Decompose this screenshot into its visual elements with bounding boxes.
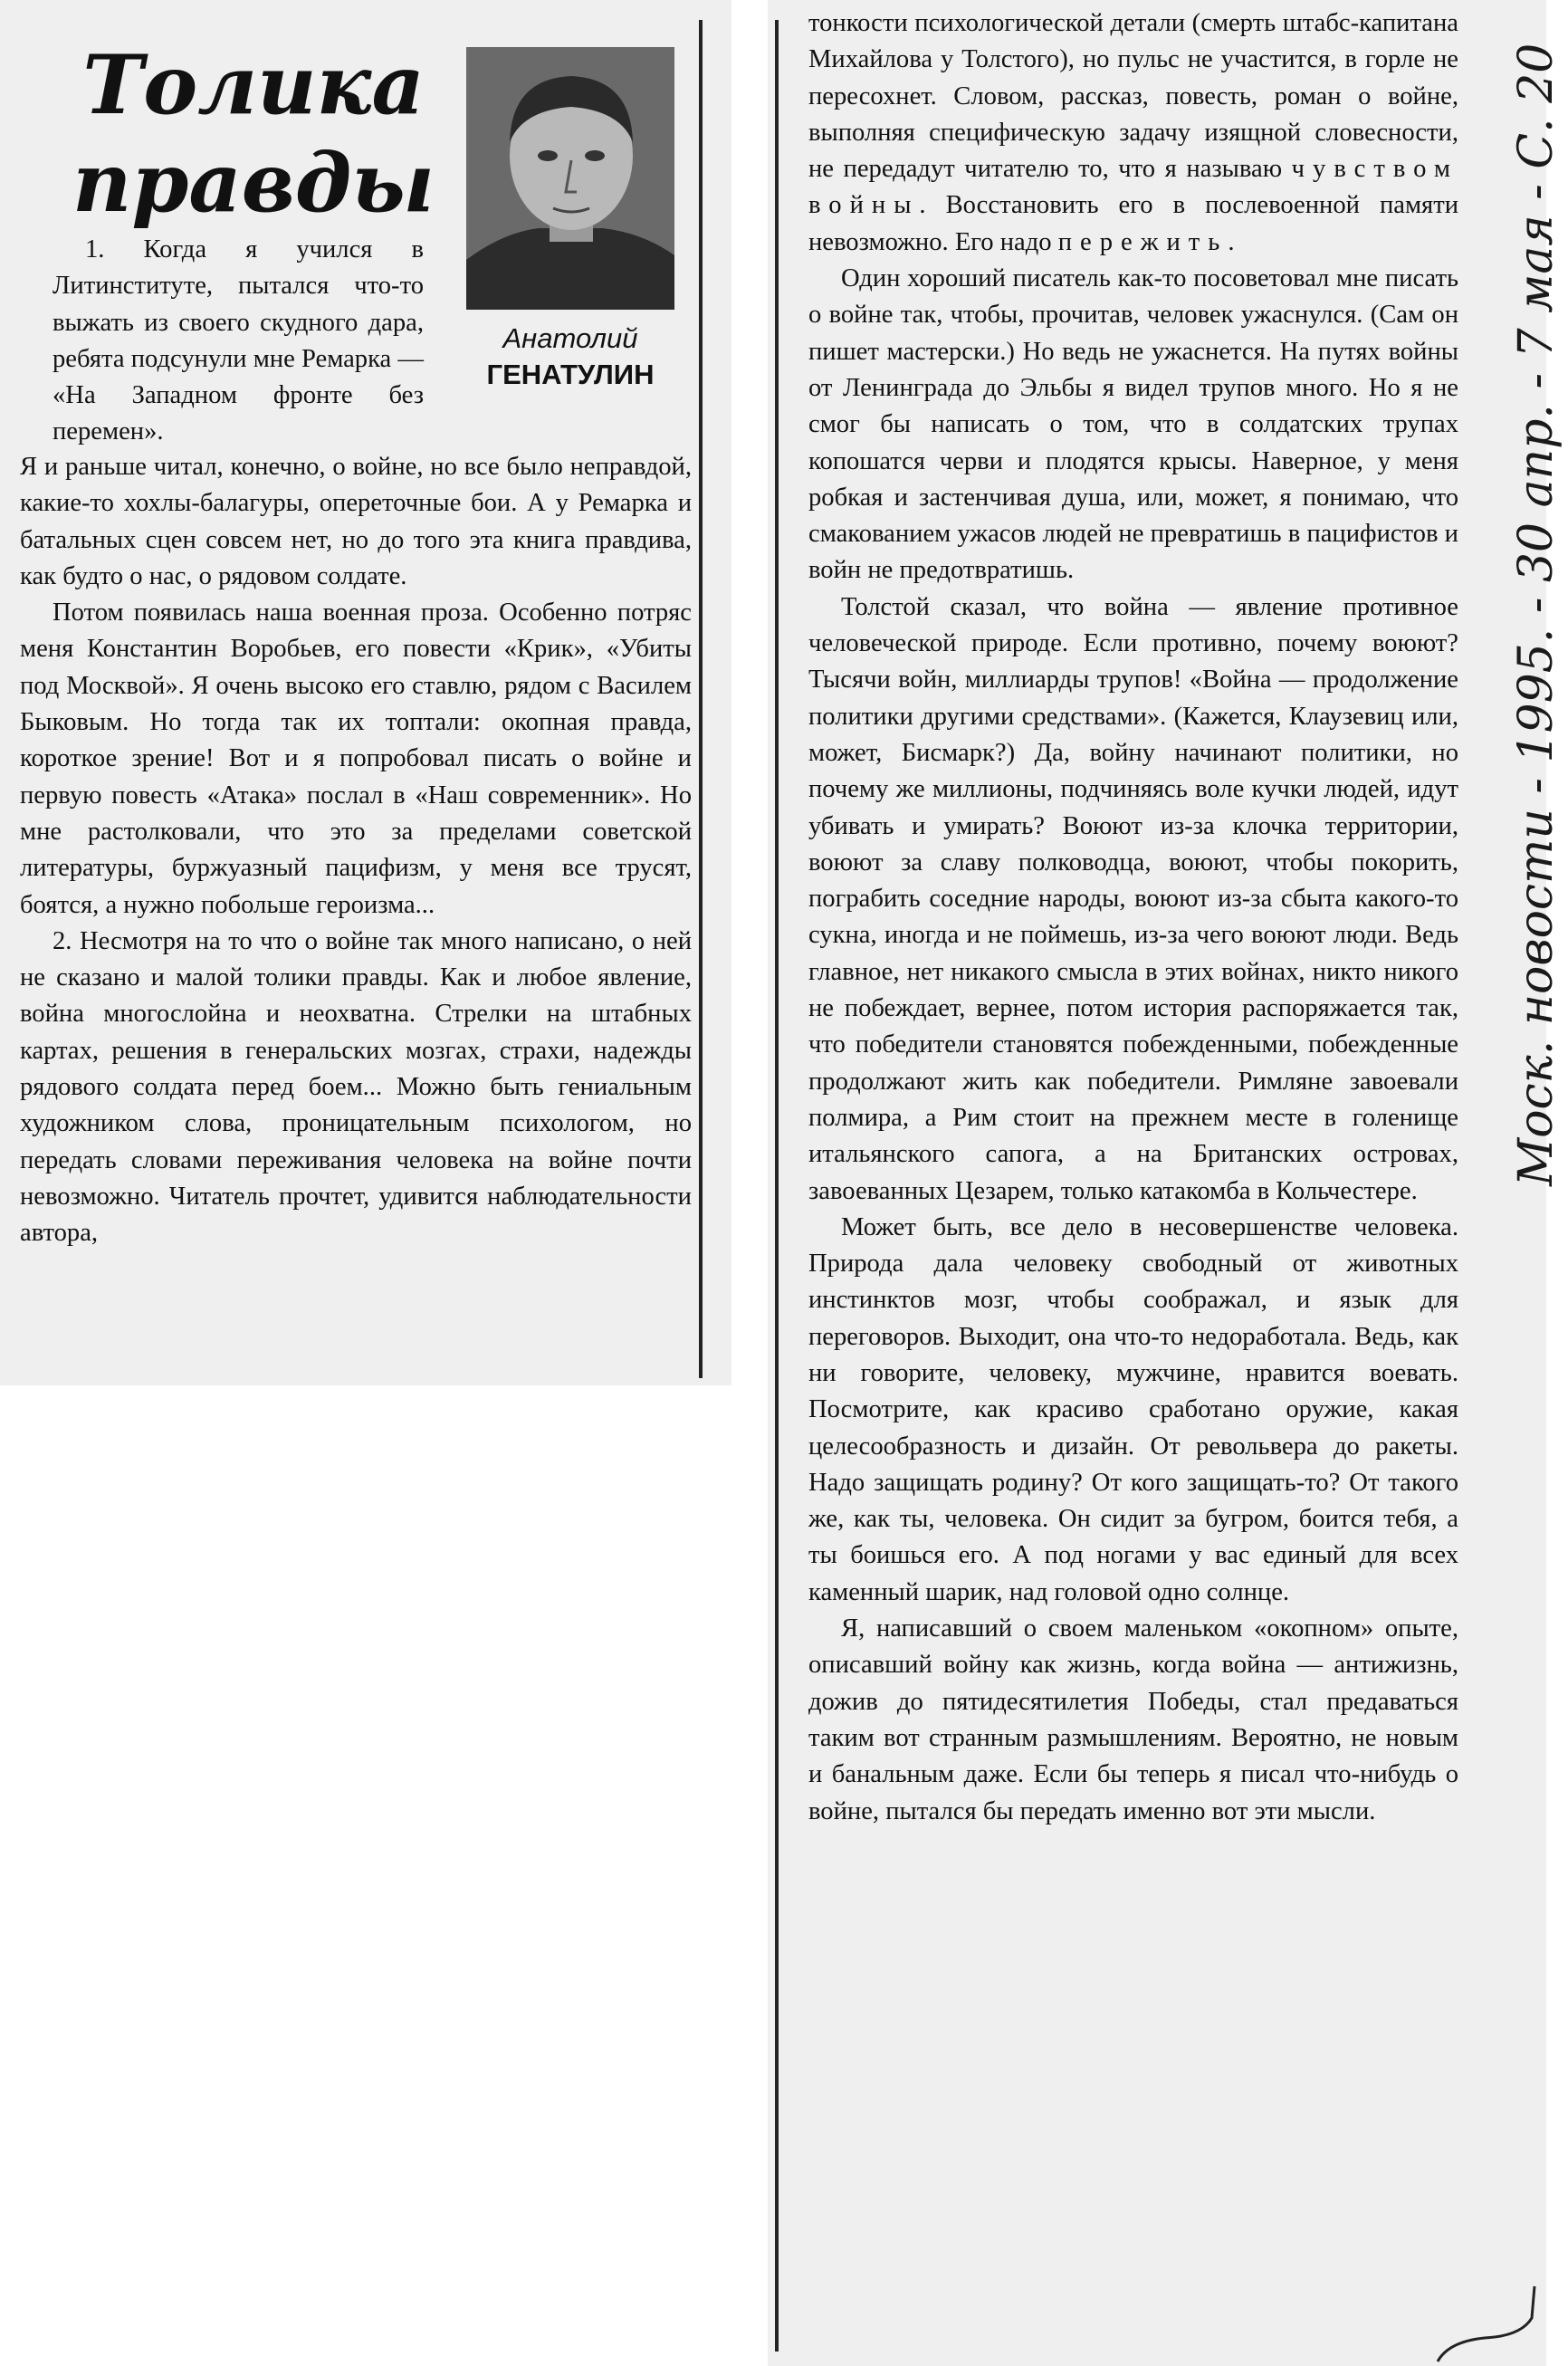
emphasis-live-through: пережить [1057,227,1229,256]
article-title [54,36,453,232]
author-photo [466,47,674,310]
paragraph-1-cont: Я и раньше читал, конечно, о войне, но все было неправдой, какие-то хохлы-балагуры, опереточные бои. А у Ремарка и батальных сцен совсем нет, но до того эта книга правдива, как будто о нас, о рядовом солдате. [20,453,692,590]
paragraph-5: Толстой сказал, что война — явление противное человеческой природе. Если противно, почему воюют? Тысячи войн, миллиарды трупов! «Война — продолжение политики другими средствами». (Кажется, Клаузевиц или, может, Бисмарк?) Да, войну начинают политики, но почему же миллионы, подчиняясь воле кучки людей, идут убивать и умирать? Воюют из-за клочка территории, воюют за славу полководца, воюют, чтобы покорить, пограбить соседние народы, воюют из-за сбыта какого-то сукна, иногда и не поймешь, из-за чего воюют люди. Ведь главное, нет никакого смысла в этих войнах, никто никого не побеждает, вернее, потом история распоряжается так, что победители становятся побежденными, побежденные продолжают жить как победители. Римляне завоевали полмира, а Рим стоит на прежнем месте в голенище итальянского сапога, а на Британских островах, завоеванных Цезарем, только катакомба в Кольчестере. [808,592,1458,1205]
left-column-rule [699,20,703,1378]
author-first-name: Анатолий [502,322,638,354]
title-line-1: Толика [82,37,425,133]
emphasis-feeling-of-war: чувством войны [808,155,1458,220]
left-column-intro [53,232,424,451]
paragraph-1-opening: 1. Когда я учился в Литинституте, пытался что-то выжать из своего скудного дара, ребята подсунули мне Ремарка — «На Западном фронте без перемен». [53,235,424,446]
author-byline [462,321,679,393]
corner-pen-mark [1430,2282,1539,2363]
right-column-body [808,5,1458,1830]
paragraph-3-cont-a: тонкости психологической детали (смерть штабс-капитана Михайлова у Толстого), но пульс не участится, в горле не пересохнет. Словом, рассказ, повесть, роман о войне, выполняя специфическую задачу изящной словесности, не передадут читателю то, что я называю [808,9,1458,184]
author-last-name: ГЕНАТУЛИН [486,359,655,390]
paragraph-3-cont-end: . [1228,227,1235,256]
paragraph-7: Я, написавший о своем маленьком «окопном» опыте, описавший войну как жизнь, когда война — антижизнь, дожив до пятидесятилетия Победы, стал предаваться таким вот странным размышлениям. Вероятно, не новым и банальным даже. Если бы теперь я писал что-нибудь о войне, пытался бы передать именно вот эти мысли. [808,1614,1458,1825]
portrait-image [466,47,674,310]
paragraph-2: Потом появилась наша военная проза. Особенно потряс меня Константин Воробьев, его повести «Крик», «Убиты под Москвой». Я очень высоко его ставлю, рядом с Василем Быковым. Но тогда так их топтали: окопная правда, короткое зрение! Вот и я попробовал писать о войне и первую повесть «Атака» послал в «Наш современник». Но мне растолковали, что это за пределами советской литературы, буржуазный пацифизм, у меня все трусят, боятся, а нужно побольше героизма... [20,599,692,919]
paragraph-4: Один хороший писатель как-то посоветовал мне писать о войне так, чтобы, прочитав, человек ужаснулся. (Сам он пишет мастерски.) Но ведь не ужаснется. На путях войны от Ленинграда до Эльбы я видел трупов много. Но я не смог бы написать о том, что в солдатских трупах копошатся черви и плодятся крысы. Наверное, у меня робкая и застенчивая душа, или, может, я понимаю, что смакованием ужасов людей не превратишь в пацифистов и войн не предотвратишь. [808,264,1458,585]
title-line-2: правды [72,135,435,231]
paragraph-6: Может быть, все дело в несовершенстве человека. Природа дала человеку свободный от животных инстинктов мозг, чтобы соображал, и язык для переговоров. Выходит, она что-то недоработала. Ведь, как ни говорите, человеку, мужчине, нравится воевать. Посмотрите, как красиво сработано оружие, какая целесообразность и дизайн. От револьвера до ракеты. Надо защищать родину? От кого защищать-то? От такого же, как ты, человека. Он сидит за бугром, боится тебя, а ты боишься его. А под ногами у вас единый для всех каменный шарик, над головой одно солнце. [808,1212,1458,1606]
handwritten-source-note: Моск. новости - 1995. - 30 апр. - 7 мая - С. 20 [1509,43,1563,1186]
right-column-rule [775,20,779,2352]
paragraph-3-cont [808,5,1458,261]
left-column-body [20,449,692,1252]
paragraph-3: 2. Несмотря на то что о войне так много написано, о ней не сказано и малой толики правды. Как и любое явление, война многослойна и неохватна. Стрелки на штабных картах, решения в генеральских мозгах, страхи, надежды рядового солдата перед боем... Можно быть гениальным художником слова, проницательным психологом, но передать словами переживания человека на войне почти невозможно. Читатель прочтет, удивится наблюдательности автора, [20,926,692,1248]
paragraph-3-cont-b: . Восстановить его в послевоенной памяти невозможно. Его надо [808,191,1458,256]
